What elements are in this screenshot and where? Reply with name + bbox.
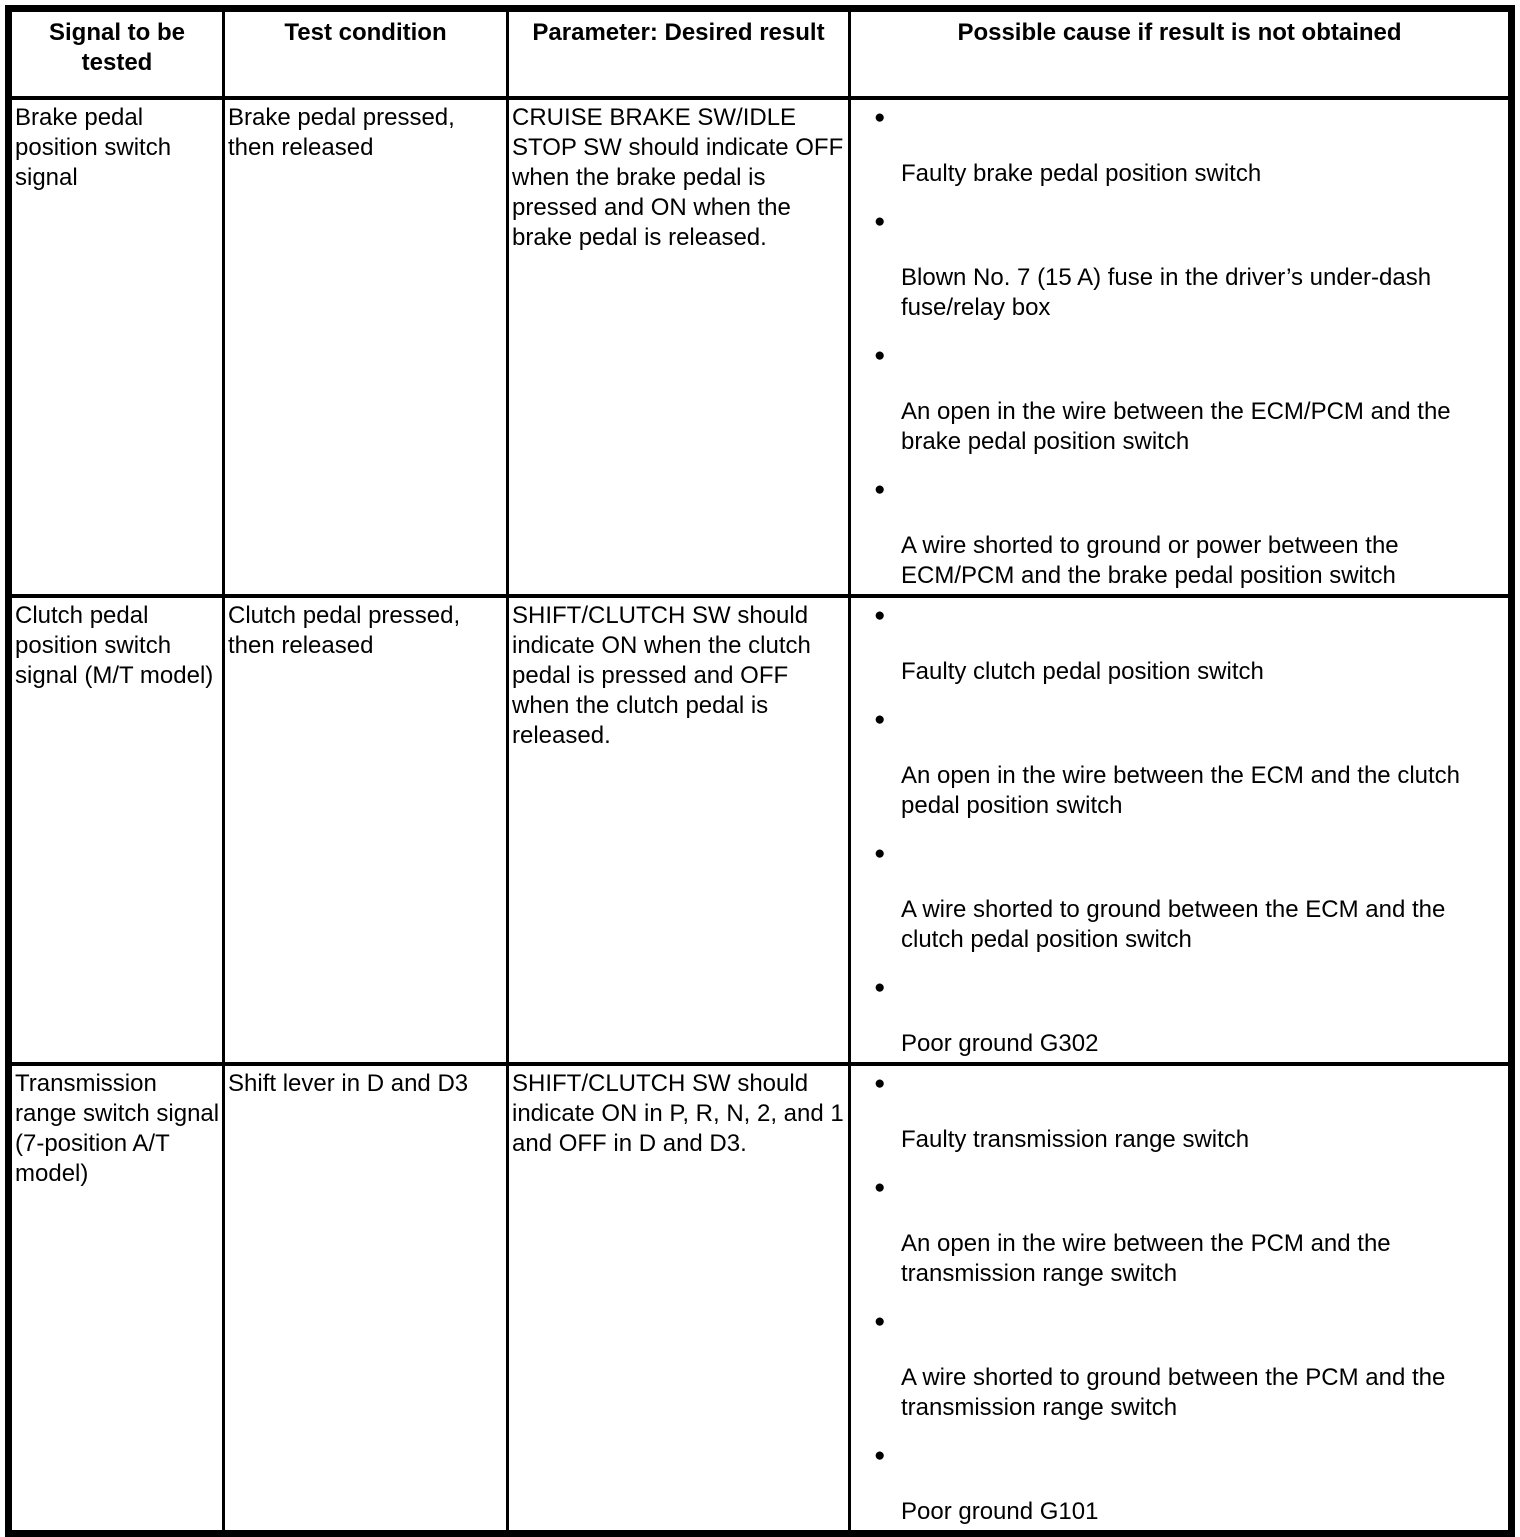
causes-cell — [850, 1064, 1512, 1534]
cause-text: A wire shorted to ground or power between the ECM/PCM and the brake pedal position switch — [901, 532, 1399, 589]
cause-item — [854, 601, 1506, 687]
causes-cell — [850, 98, 1512, 596]
parameter-cell: SHIFT/CLUTCH SW should indicate ON when the clutch pedal is pressed and OFF when the clutch pedal is released. — [508, 596, 850, 1064]
cause-text: A wire shorted to ground between the ECM and the clutch pedal position switch — [901, 896, 1446, 953]
bullet-icon: ● — [874, 479, 886, 500]
cause-item — [854, 1173, 1506, 1289]
parameter-cell: SHIFT/CLUTCH SW should indicate ON in P, R, N, 2, and 1 and OFF in D and D3. — [508, 1064, 850, 1534]
condition-cell: Clutch pedal pressed, then released — [224, 596, 508, 1064]
cause-item — [854, 475, 1506, 591]
causes-cell — [850, 596, 1512, 1064]
cause-item — [854, 1069, 1506, 1155]
bullet-icon: ● — [874, 843, 886, 864]
cause-text: An open in the wire between the ECM/PCM and the brake pedal position switch — [901, 398, 1451, 455]
bullet-icon: ● — [874, 107, 886, 128]
signal-cell: Clutch pedal position switch signal (M/T model) — [9, 596, 224, 1064]
table-row — [9, 596, 1512, 1064]
cause-item — [854, 839, 1506, 955]
cause-text: An open in the wire between the ECM and the clutch pedal position switch — [901, 762, 1461, 819]
cause-item — [854, 341, 1506, 457]
condition-cell: Shift lever in D and D3 — [224, 1064, 508, 1534]
cause-text: An open in the wire between the PCM and the transmission range switch — [901, 1230, 1391, 1287]
cause-item — [854, 973, 1506, 1059]
cause-text: Faulty clutch pedal position switch — [901, 658, 1264, 685]
header-row — [9, 9, 1512, 99]
bullet-icon: ● — [874, 211, 886, 232]
table-row — [9, 1064, 1512, 1534]
cause-text: Poor ground G302 — [901, 1030, 1099, 1057]
bullet-icon: ● — [874, 1445, 886, 1466]
bullet-icon: ● — [874, 1073, 886, 1094]
cause-item — [854, 1441, 1506, 1527]
cause-item — [854, 1307, 1506, 1423]
cause-text: Poor ground G101 — [901, 1498, 1099, 1525]
header-test-condition: Test condition — [224, 9, 508, 99]
bullet-icon: ● — [874, 1177, 886, 1198]
table-row — [9, 98, 1512, 596]
cause-text: Faulty brake pedal position switch — [901, 160, 1262, 187]
condition-cell: Brake pedal pressed, then released — [224, 98, 508, 596]
bullet-icon: ● — [874, 345, 886, 366]
cause-text: Faulty transmission range switch — [901, 1126, 1250, 1153]
parameter-cell: CRUISE BRAKE SW/IDLE STOP SW should indicate OFF when the brake pedal is pressed and ON when the brake pedal is released. — [508, 98, 850, 596]
cause-text: A wire shorted to ground between the PCM and the transmission range switch — [901, 1364, 1446, 1421]
header-signal: Signal to be tested — [9, 9, 224, 99]
header-parameter: Parameter: Desired result — [508, 9, 850, 99]
cause-item — [854, 207, 1506, 323]
cause-item — [854, 103, 1506, 189]
signal-cell: Transmission range switch signal (7-position A/T model) — [9, 1064, 224, 1534]
signal-cell: Brake pedal position switch signal — [9, 98, 224, 596]
header-possible-cause: Possible cause if result is not obtained — [850, 9, 1512, 99]
bullet-icon: ● — [874, 1311, 886, 1332]
bullet-icon: ● — [874, 977, 886, 998]
cause-item — [854, 705, 1506, 821]
bullet-icon: ● — [874, 709, 886, 730]
cause-text: Blown No. 7 (15 A) fuse in the driver’s under-dash fuse/relay box — [901, 264, 1432, 321]
bullet-icon: ● — [874, 605, 886, 626]
diagnostic-table — [5, 5, 1515, 1537]
